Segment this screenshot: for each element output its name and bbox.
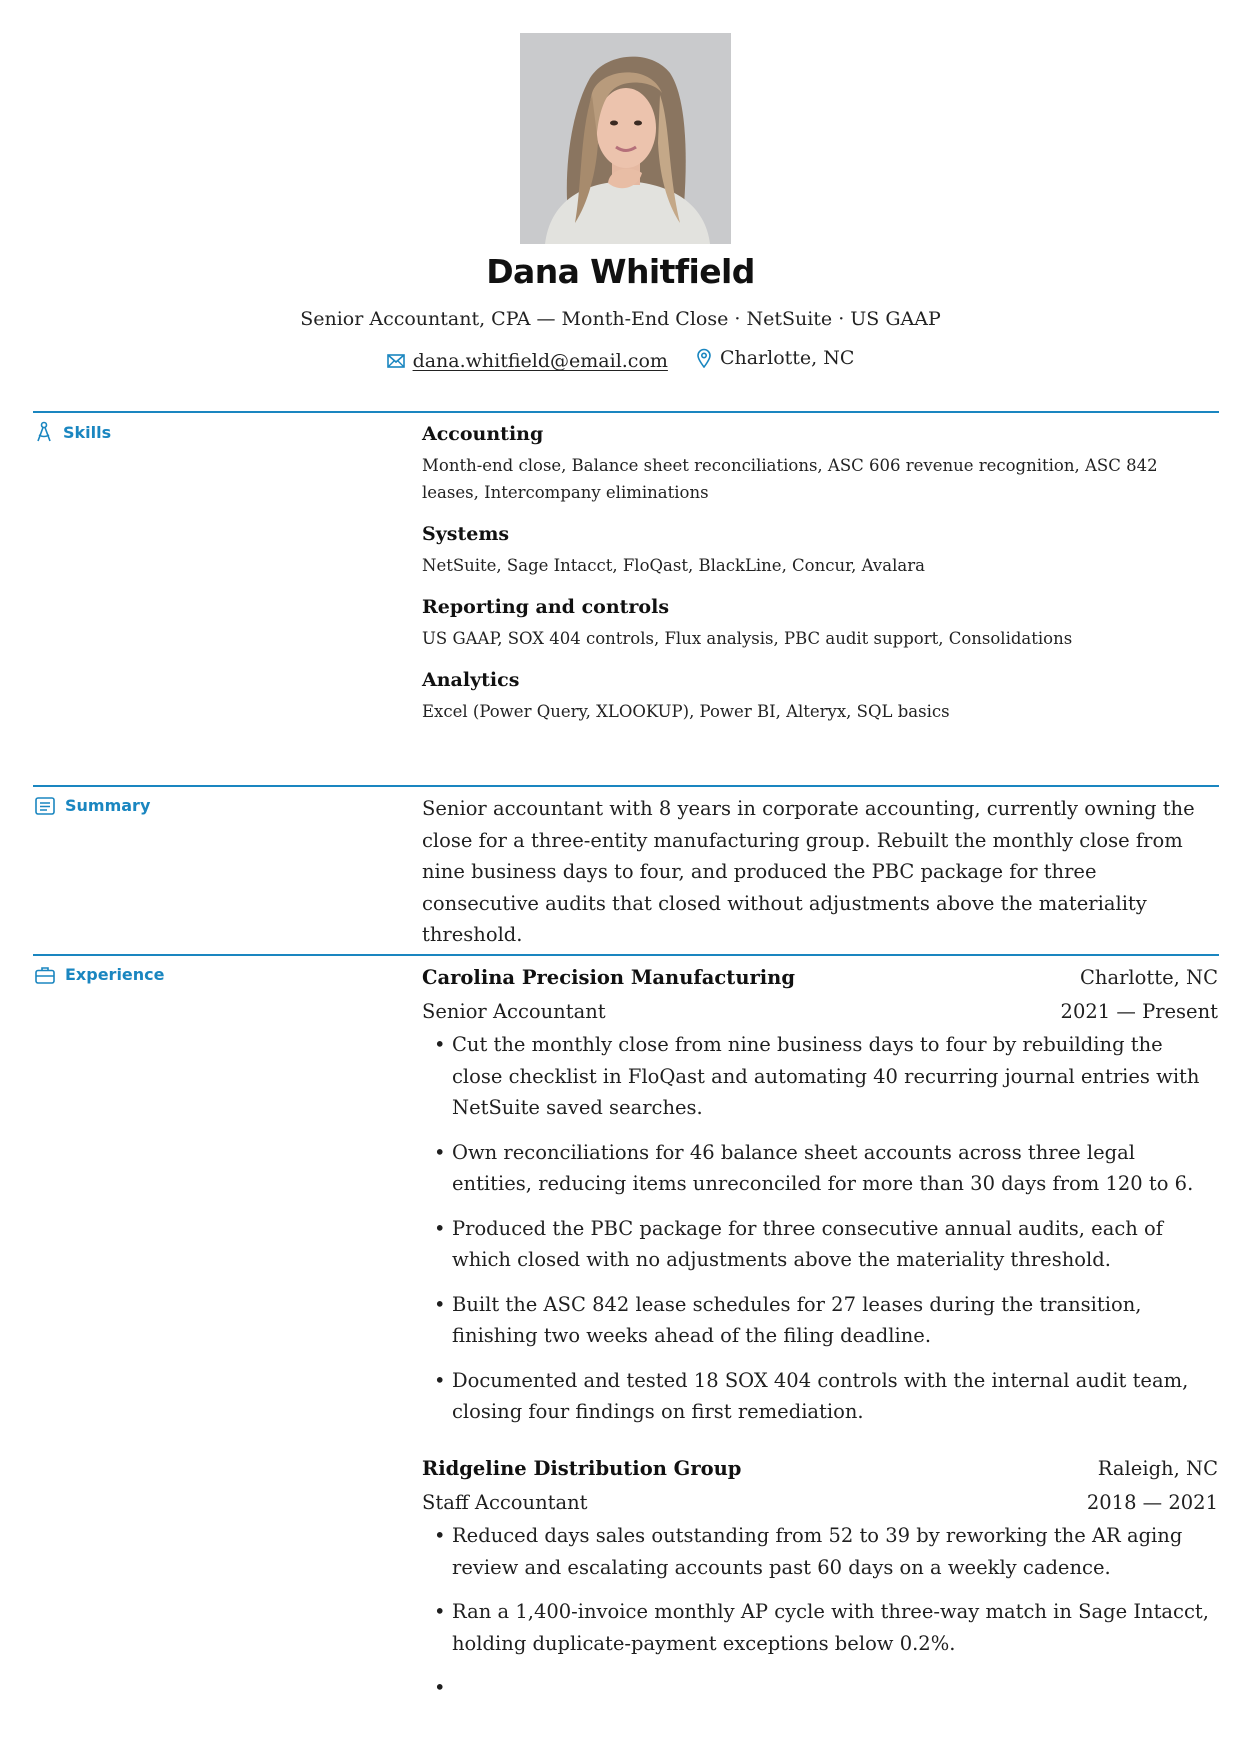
- experience-label-text: Experience: [65, 965, 165, 984]
- experience-section-label: [35, 965, 165, 984]
- skill-group-list: NetSuite, Sage Intacct, FloQast, BlackLine, Concur, Avalara: [422, 556, 925, 575]
- skill-group-list: Month-end close, Balance sheet reconciliations, ASC 606 revenue recognition, ASC 842 leases, Intercompany eliminations: [422, 456, 1158, 502]
- skill-group-title: Systems: [422, 523, 510, 545]
- skills-label-text: Skills: [63, 422, 112, 442]
- job-bullet: • Documented and tested 18 SOX 404 controls with the internal audit team, closing four findings on first remediation.: [422, 1365, 1218, 1428]
- skill-group-title: Reporting and controls: [422, 596, 670, 618]
- summary-text: Senior accountant with 8 years in corporate accounting, currently owning the close for a three-entity manufacturing group. Rebuilt the monthly close from nine business days to four, and produced the PBC package for three consecutive audits that closed without adjustments above the materiality threshold.: [422, 797, 1195, 946]
- summary-label-text: Summary: [65, 796, 151, 815]
- job-title-row: [422, 1486, 1218, 1520]
- briefcase-icon: [35, 966, 55, 984]
- headline: Senior Accountant, CPA — Month-End Close · NetSuite · US GAAP: [300, 308, 941, 330]
- document-lines-icon: [35, 797, 55, 815]
- job-bullet: • Own reconciliations for 46 balance sheet accounts across three legal entities, reducing items unreconciled for more than 30 days from 120 to 6.: [422, 1137, 1218, 1200]
- summary-content: [422, 793, 1218, 951]
- job-entry: [422, 1452, 1218, 1672]
- envelope-icon: [387, 354, 405, 368]
- skill-group: [422, 520, 1218, 579]
- summary-section-label: [35, 796, 150, 815]
- skill-group: [422, 420, 1218, 506]
- job-bullet: • Cut the monthly close from nine business days to four by rebuilding the close checklist in FloQast and automating 40 recurring journal entries with NetSuite saved searches.: [422, 1029, 1218, 1124]
- job-bullet: • Produced the PBC package for three consecutive annual audits, each of which closed with no adjustments above the materiality threshold.: [422, 1213, 1218, 1276]
- job-dates: 2021 — Present: [1060, 1000, 1218, 1023]
- email-link[interactable]: dana.whitfield@email.com: [412, 350, 668, 372]
- skill-group: [422, 593, 1218, 652]
- map-pin-icon: [696, 348, 712, 368]
- location-text: Charlotte, NC: [719, 347, 855, 369]
- job-bullet: • Built the ASC 842 lease schedules for 27 leases during the transition, finishing two weeks ahead of the filing deadline.: [422, 1289, 1218, 1352]
- skills-section-label: [35, 421, 111, 443]
- job-header-row: [422, 1452, 1218, 1486]
- skill-group-list: US GAAP, SOX 404 controls, Flux analysis, PBC audit support, Consolidations: [422, 629, 1073, 648]
- job-bullets: [422, 1520, 1218, 1659]
- job-entry: [422, 961, 1218, 1441]
- company-name: Ridgeline Distribution Group: [422, 1457, 742, 1480]
- location-contact: [696, 347, 854, 369]
- skills-content: [422, 420, 1218, 739]
- job-title: Staff Accountant: [422, 1491, 588, 1514]
- job-bullets: [422, 1029, 1218, 1428]
- email-contact[interactable]: [387, 350, 668, 372]
- job-dates: 2018 — 2021: [1086, 1491, 1218, 1514]
- job-title-row: [422, 995, 1218, 1029]
- section-divider: [33, 785, 1219, 787]
- section-divider: [33, 954, 1219, 956]
- section-divider: [33, 411, 1219, 413]
- job-location: Charlotte, NC: [1080, 966, 1218, 989]
- compass-icon: [35, 421, 53, 443]
- skill-group: [422, 666, 1218, 725]
- contact-bar: [0, 347, 1241, 373]
- job-location: Raleigh, NC: [1097, 1457, 1218, 1480]
- skill-group-title: Accounting: [422, 423, 544, 445]
- profile-photo: [520, 33, 731, 244]
- job-bullet: • Reduced days sales outstanding from 52 to 39 by reworking the AR aging review and escalating accounts past 60 days on a weekly cadence.: [422, 1520, 1218, 1583]
- company-name: Carolina Precision Manufacturing: [422, 966, 795, 989]
- skill-group-list: Excel (Power Query, XLOOKUP), Power BI, Alteryx, SQL basics: [422, 702, 950, 721]
- candidate-name: Dana Whitfield: [486, 252, 755, 291]
- job-bullet: • Ran a 1,400-invoice monthly AP cycle with three-way match in Sage Intacct, holding duplicate-payment exceptions below 0.2%.: [422, 1596, 1218, 1659]
- skill-group-title: Analytics: [422, 669, 520, 691]
- job-header-row: [422, 961, 1218, 995]
- job-title: Senior Accountant: [422, 1000, 606, 1023]
